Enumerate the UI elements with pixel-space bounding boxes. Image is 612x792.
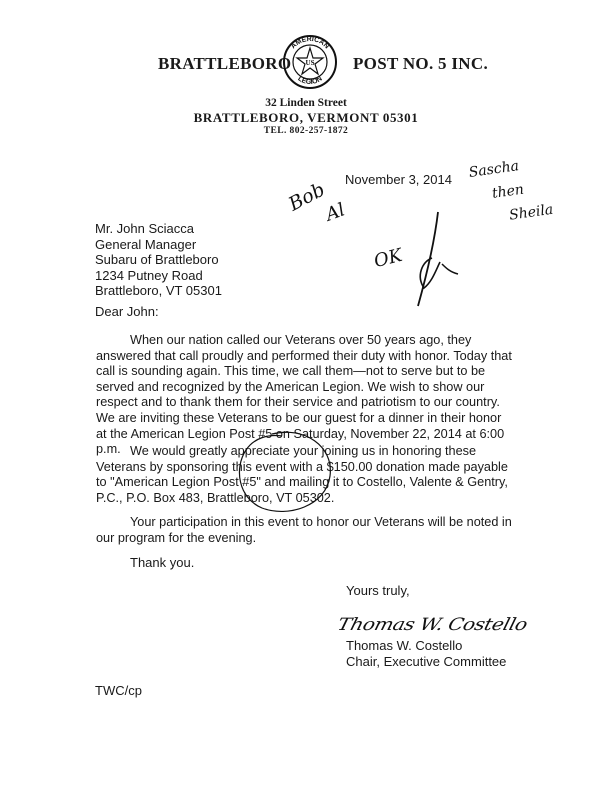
handwritten-circle-mark: [232, 428, 338, 520]
american-legion-seal-icon: [282, 34, 338, 90]
handwritten-ok-note: OK: [371, 244, 405, 273]
recipient-address: [95, 221, 222, 299]
letterhead-phone: TEL. 802-257-1872: [263, 126, 349, 136]
thank-you: Thank you.: [130, 555, 195, 570]
svg-text:US: US: [305, 59, 315, 67]
recipient-line: 1234 Putney Road: [95, 267, 203, 283]
recipient-line: General Manager: [95, 236, 197, 252]
handwritten-scribble-2: Al: [322, 199, 348, 226]
letterhead-right-word: POST NO. 5 INC.: [353, 54, 489, 73]
recipient-line: Mr. John Sciacca: [95, 221, 194, 236]
typist-initials: TWC/cp: [95, 683, 142, 698]
handwritten-scribble-1: Bob: [285, 178, 329, 216]
signer-name: Thomas W. Costello: [346, 638, 463, 653]
signature: Thomas W. Costello: [335, 613, 530, 635]
closing: Yours truly,: [346, 583, 410, 598]
signer-title: Chair, Executive Committee: [346, 654, 507, 669]
letter-date: November 3, 2014: [345, 172, 452, 187]
body-paragraph-2: We would greatly appreciate your joining us in honoring these Veterans by sponsoring this event with a $150.00 donation made payable to "American Legion Post #5" and mailing it to Costello, Valente & Gentry, P.C., P.O. Box 483, Brattleboro, VT 05302.: [96, 444, 508, 505]
recipient-line: Brattleboro, VT 05301: [95, 283, 222, 298]
svg-text:LEGION: LEGION: [296, 75, 324, 87]
svg-text:AMERICAN: AMERICAN: [289, 35, 331, 51]
body-paragraph-1: When our nation called our Veterans over 50 years ago, they answered that call proudly and performed their duty with honor. Today that call is sounding again. This time, we call them—not to serve but to be served and recognized by the American Legion. We wish to show our respect and to thank them for their service and patriotism to our country. We are inviting these Veterans to be our guest for a dinner in their honor at the American Legion Post #5 on Saturday, November 22, 2014 at 6:00 p.m.: [96, 333, 512, 457]
salutation: Dear John:: [95, 304, 159, 319]
letterhead-city: BRATTLEBORO, VERMONT 05301: [193, 110, 419, 125]
handwritten-initials-mark: [402, 208, 462, 312]
letterhead-street: 32 Linden Street: [265, 97, 347, 109]
handwritten-note-top-right: Sascha then Sheila: [467, 158, 555, 224]
recipient-line: Subaru of Brattleboro: [95, 252, 219, 267]
letterhead-left-word: BRATTLEBORO: [158, 54, 292, 73]
body-paragraph-3: Your participation in this event to honor our Veterans will be noted in our program for the evening.: [96, 515, 512, 545]
